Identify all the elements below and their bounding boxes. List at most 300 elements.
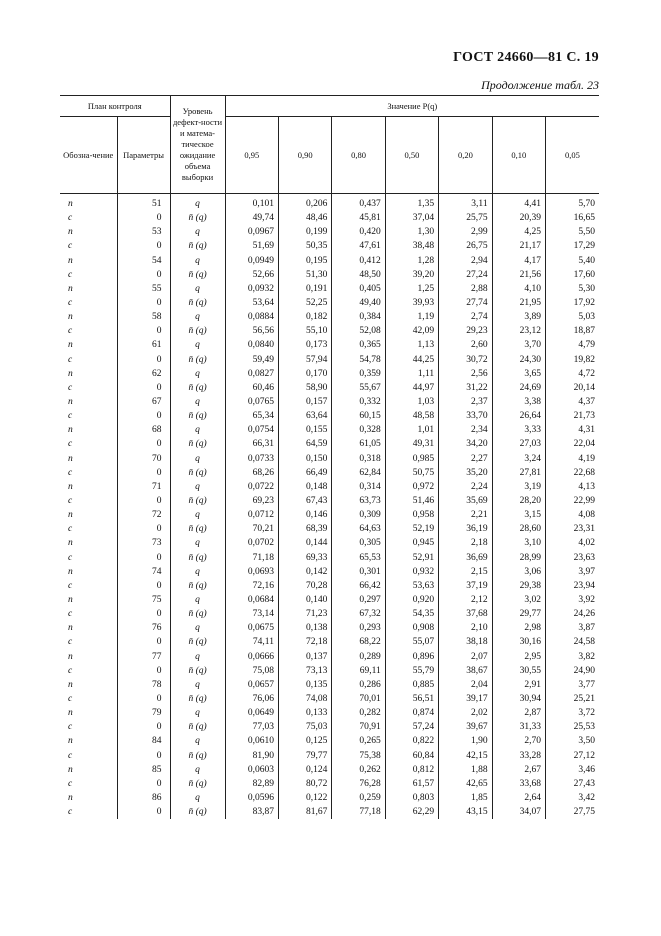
cell-value: 2,12 [439, 593, 492, 607]
cell-value: 25,21 [545, 692, 599, 706]
cell-symbol: n [68, 283, 73, 294]
cell-value: 47,61 [332, 239, 385, 253]
cell-value: 26,64 [492, 409, 545, 423]
cell-value: 30,55 [492, 664, 545, 678]
cell-parameter: 58 [117, 310, 170, 324]
table-row [60, 310, 599, 324]
cell-value: 31,33 [492, 720, 545, 734]
cell-value: 44,25 [385, 353, 438, 367]
cell-value: 73,13 [278, 664, 331, 678]
cell-value: 48,46 [278, 211, 331, 225]
cell-value: 37,04 [385, 211, 438, 225]
cell-value: 72,16 [225, 579, 278, 593]
cell-value: 39,20 [385, 268, 438, 282]
cell-value: 27,03 [492, 437, 545, 451]
cell-value: 72,18 [278, 635, 331, 649]
cell-value: 27,81 [492, 466, 545, 480]
cell-value: 54,35 [385, 607, 438, 621]
cell-value: 0,301 [332, 565, 385, 579]
cell-value: 4,72 [545, 367, 599, 381]
cell-value: 71,23 [278, 607, 331, 621]
table-row [60, 452, 599, 466]
cell-value: 35,69 [439, 494, 492, 508]
cell-symbol: n [68, 708, 73, 719]
cell-value: 57,94 [278, 353, 331, 367]
table-row [60, 239, 599, 253]
cell-value: 55,67 [332, 381, 385, 395]
cell-level: q [170, 452, 225, 466]
cell-value: 34,07 [492, 805, 545, 819]
cell-value: 29,23 [439, 324, 492, 338]
cell-value: 2,94 [439, 254, 492, 268]
cell-symbol: c [68, 326, 73, 337]
cell-level: n̄ (q) [170, 296, 225, 310]
cell-value: 50,75 [385, 466, 438, 480]
table-row [60, 763, 599, 777]
cell-value: 33,28 [492, 748, 545, 762]
cell-parameter: 0 [117, 494, 170, 508]
header-defect-level: Уровень дефект-ности и матема-тическое ожидание объема выборки [170, 96, 225, 194]
cell-level: q [170, 423, 225, 437]
cell-value: 0,0684 [225, 593, 278, 607]
cell-value: 64,63 [332, 522, 385, 536]
cell-value: 0,135 [278, 678, 331, 692]
cell-level: q [170, 225, 225, 239]
cell-value: 52,25 [278, 296, 331, 310]
table-row [60, 650, 599, 664]
cell-symbol: c [68, 750, 73, 761]
cell-value: 0,262 [332, 763, 385, 777]
table-row [60, 579, 599, 593]
cell-value: 63,64 [278, 409, 331, 423]
cell-value: 5,30 [545, 282, 599, 296]
cell-value: 3,06 [492, 565, 545, 579]
cell-value: 0,874 [385, 706, 438, 720]
table-row [60, 621, 599, 635]
cell-value: 0,305 [332, 536, 385, 550]
cell-level: n̄ (q) [170, 268, 225, 282]
cell-value: 70,21 [225, 522, 278, 536]
table-row [60, 551, 599, 565]
cell-value: 21,73 [545, 409, 599, 423]
cell-symbol: n [68, 651, 73, 662]
cell-symbol: c [68, 241, 73, 252]
cell-value: 22,99 [545, 494, 599, 508]
cell-value: 70,91 [332, 720, 385, 734]
cell-parameter: 0 [117, 777, 170, 791]
cell-value: 76,06 [225, 692, 278, 706]
cell-parameter: 0 [117, 579, 170, 593]
cell-value: 1,85 [439, 791, 492, 805]
cell-value: 24,90 [545, 664, 599, 678]
cell-value: 2,21 [439, 508, 492, 522]
cell-value: 33,68 [492, 777, 545, 791]
cell-level: q [170, 621, 225, 635]
cell-symbol: c [68, 382, 73, 393]
cell-value: 0,420 [332, 225, 385, 239]
cell-value: 1,11 [385, 367, 438, 381]
cell-value: 27,75 [545, 805, 599, 819]
cell-value: 0,146 [278, 508, 331, 522]
table-row [60, 494, 599, 508]
cell-symbol: c [68, 722, 73, 733]
cell-level: q [170, 480, 225, 494]
cell-value: 20,14 [545, 381, 599, 395]
cell-value: 48,58 [385, 409, 438, 423]
cell-value: 0,0967 [225, 225, 278, 239]
cell-value: 66,49 [278, 466, 331, 480]
table-row [60, 664, 599, 678]
cell-level: q [170, 367, 225, 381]
table-row [60, 805, 599, 819]
cell-parameter: 84 [117, 734, 170, 748]
cell-value: 51,46 [385, 494, 438, 508]
cell-value: 2,18 [439, 536, 492, 550]
header-probability-value: Значение P(q) [225, 96, 599, 117]
cell-value: 2,27 [439, 452, 492, 466]
cell-value: 0,206 [278, 194, 331, 212]
cell-value: 56,51 [385, 692, 438, 706]
cell-value: 65,53 [332, 551, 385, 565]
cell-parameter: 0 [117, 239, 170, 253]
cell-parameter: 0 [117, 268, 170, 282]
cell-level: q [170, 254, 225, 268]
cell-value: 0,309 [332, 508, 385, 522]
cell-value: 45,81 [332, 211, 385, 225]
cell-parameter: 75 [117, 593, 170, 607]
cell-value: 3,46 [545, 763, 599, 777]
table-row [60, 409, 599, 423]
cell-value: 74,11 [225, 635, 278, 649]
cell-level: q [170, 706, 225, 720]
cell-parameter: 54 [117, 254, 170, 268]
cell-value: 3,65 [492, 367, 545, 381]
cell-value: 0,155 [278, 423, 331, 437]
cell-value: 2,87 [492, 706, 545, 720]
cell-parameter: 86 [117, 791, 170, 805]
cell-value: 25,53 [545, 720, 599, 734]
cell-value: 1,30 [385, 225, 438, 239]
cell-value: 0,0949 [225, 254, 278, 268]
cell-level: q [170, 734, 225, 748]
table-row [60, 593, 599, 607]
cell-value: 56,56 [225, 324, 278, 338]
cell-value: 35,20 [439, 466, 492, 480]
cell-value: 67,43 [278, 494, 331, 508]
cell-value: 2,91 [492, 678, 545, 692]
table-row [60, 508, 599, 522]
cell-symbol: n [68, 764, 73, 775]
table-row [60, 381, 599, 395]
cell-value: 0,144 [278, 536, 331, 550]
cell-value: 24,58 [545, 635, 599, 649]
cell-value: 0,282 [332, 706, 385, 720]
table-row [60, 565, 599, 579]
cell-value: 5,70 [545, 194, 599, 212]
cell-value: 0,365 [332, 338, 385, 352]
cell-value: 49,40 [332, 296, 385, 310]
cell-parameter: 0 [117, 607, 170, 621]
probability-table [60, 95, 599, 819]
cell-level: n̄ (q) [170, 777, 225, 791]
cell-value: 0,125 [278, 734, 331, 748]
cell-value: 50,35 [278, 239, 331, 253]
cell-value: 0,101 [225, 194, 278, 212]
cell-symbol: c [68, 354, 73, 365]
cell-parameter: 79 [117, 706, 170, 720]
cell-value: 30,16 [492, 635, 545, 649]
cell-parameter: 78 [117, 678, 170, 692]
header-parameters: Параметры [117, 117, 170, 194]
cell-value: 83,87 [225, 805, 278, 819]
cell-value: 4,19 [545, 452, 599, 466]
cell-value: 2,07 [439, 650, 492, 664]
cell-value: 27,74 [439, 296, 492, 310]
cell-parameter: 0 [117, 664, 170, 678]
cell-value: 0,259 [332, 791, 385, 805]
cell-value: 3,50 [545, 734, 599, 748]
cell-value: 3,19 [492, 480, 545, 494]
cell-value: 48,50 [332, 268, 385, 282]
cell-value: 3,87 [545, 621, 599, 635]
cell-value: 65,34 [225, 409, 278, 423]
cell-value: 3,89 [492, 310, 545, 324]
cell-value: 0,0840 [225, 338, 278, 352]
cell-level: q [170, 395, 225, 409]
header-prob-3: 0,50 [385, 117, 438, 194]
cell-value: 53,64 [225, 296, 278, 310]
cell-value: 57,24 [385, 720, 438, 734]
table-row [60, 211, 599, 225]
cell-value: 3,97 [545, 565, 599, 579]
table-body [60, 194, 599, 820]
cell-symbol: n [68, 199, 73, 210]
cell-value: 0,0884 [225, 310, 278, 324]
table-row [60, 734, 599, 748]
cell-symbol: n [68, 510, 73, 521]
cell-value: 1,13 [385, 338, 438, 352]
cell-value: 68,22 [332, 635, 385, 649]
table-row [60, 777, 599, 791]
cell-value: 17,60 [545, 268, 599, 282]
cell-value: 80,72 [278, 777, 331, 791]
cell-value: 2,95 [492, 650, 545, 664]
cell-value: 4,08 [545, 508, 599, 522]
cell-value: 24,26 [545, 607, 599, 621]
table-row [60, 423, 599, 437]
table-row [60, 225, 599, 239]
cell-value: 3,70 [492, 338, 545, 352]
cell-value: 0,958 [385, 508, 438, 522]
cell-level: n̄ (q) [170, 324, 225, 338]
cell-value: 52,19 [385, 522, 438, 536]
cell-level: q [170, 338, 225, 352]
cell-value: 1,01 [385, 423, 438, 437]
cell-value: 70,28 [278, 579, 331, 593]
cell-value: 21,95 [492, 296, 545, 310]
cell-value: 0,412 [332, 254, 385, 268]
cell-parameter: 53 [117, 225, 170, 239]
cell-value: 0,359 [332, 367, 385, 381]
cell-value: 0,195 [278, 254, 331, 268]
cell-value: 0,0827 [225, 367, 278, 381]
cell-parameter: 0 [117, 381, 170, 395]
cell-value: 3,92 [545, 593, 599, 607]
cell-value: 4,13 [545, 480, 599, 494]
cell-value: 42,15 [439, 748, 492, 762]
cell-parameter: 62 [117, 367, 170, 381]
cell-value: 30,72 [439, 353, 492, 367]
cell-value: 28,99 [492, 551, 545, 565]
cell-value: 0,437 [332, 194, 385, 212]
cell-value: 22,04 [545, 437, 599, 451]
cell-value: 0,191 [278, 282, 331, 296]
cell-value: 75,08 [225, 664, 278, 678]
cell-value: 0,0596 [225, 791, 278, 805]
cell-symbol: n [68, 481, 73, 492]
cell-value: 38,18 [439, 635, 492, 649]
cell-value: 37,68 [439, 607, 492, 621]
cell-level: n̄ (q) [170, 607, 225, 621]
cell-value: 66,31 [225, 437, 278, 451]
cell-value: 0,812 [385, 763, 438, 777]
cell-value: 2,74 [439, 310, 492, 324]
cell-value: 33,70 [439, 409, 492, 423]
cell-value: 0,199 [278, 225, 331, 239]
cell-value: 1,25 [385, 282, 438, 296]
header-symbol: Обозна-чение [60, 117, 117, 194]
cell-value: 23,94 [545, 579, 599, 593]
cell-value: 75,38 [332, 748, 385, 762]
cell-level: q [170, 508, 225, 522]
cell-value: 52,66 [225, 268, 278, 282]
cell-value: 5,40 [545, 254, 599, 268]
cell-level: n̄ (q) [170, 692, 225, 706]
cell-symbol: c [68, 439, 73, 450]
cell-value: 3,10 [492, 536, 545, 550]
cell-value: 0,148 [278, 480, 331, 494]
cell-value: 0,122 [278, 791, 331, 805]
cell-value: 0,157 [278, 395, 331, 409]
cell-parameter: 76 [117, 621, 170, 635]
cell-value: 55,07 [385, 635, 438, 649]
cell-value: 0,124 [278, 763, 331, 777]
cell-value: 28,60 [492, 522, 545, 536]
cell-value: 0,170 [278, 367, 331, 381]
cell-value: 2,64 [492, 791, 545, 805]
table-row [60, 282, 599, 296]
cell-symbol: c [68, 807, 73, 818]
cell-level: n̄ (q) [170, 579, 225, 593]
cell-value: 3,82 [545, 650, 599, 664]
cell-level: n̄ (q) [170, 211, 225, 225]
header-prob-4: 0,20 [439, 117, 492, 194]
header-prob-2: 0,80 [332, 117, 385, 194]
cell-value: 62,29 [385, 805, 438, 819]
cell-symbol: n [68, 595, 73, 605]
cell-value: 21,56 [492, 268, 545, 282]
cell-value: 0,0932 [225, 282, 278, 296]
cell-value: 58,90 [278, 381, 331, 395]
cell-value: 69,23 [225, 494, 278, 508]
cell-value: 31,22 [439, 381, 492, 395]
cell-parameter: 0 [117, 353, 170, 367]
cell-value: 42,65 [439, 777, 492, 791]
cell-value: 0,972 [385, 480, 438, 494]
cell-value: 34,20 [439, 437, 492, 451]
table-row [60, 720, 599, 734]
cell-value: 63,73 [332, 494, 385, 508]
cell-value: 4,37 [545, 395, 599, 409]
table-row [60, 296, 599, 310]
table-row [60, 353, 599, 367]
cell-value: 42,09 [385, 324, 438, 338]
cell-value: 1,88 [439, 763, 492, 777]
cell-value: 73,14 [225, 607, 278, 621]
cell-value: 17,92 [545, 296, 599, 310]
table-row [60, 791, 599, 805]
cell-value: 0,985 [385, 452, 438, 466]
cell-parameter: 0 [117, 720, 170, 734]
cell-value: 0,314 [332, 480, 385, 494]
cell-value: 39,93 [385, 296, 438, 310]
cell-value: 0,405 [332, 282, 385, 296]
table-row [60, 367, 599, 381]
cell-value: 60,84 [385, 748, 438, 762]
cell-value: 0,885 [385, 678, 438, 692]
cell-value: 2,04 [439, 678, 492, 692]
cell-value: 3,42 [545, 791, 599, 805]
cell-value: 0,297 [332, 593, 385, 607]
cell-level: n̄ (q) [170, 437, 225, 451]
cell-value: 0,0657 [225, 678, 278, 692]
cell-value: 30,94 [492, 692, 545, 706]
cell-value: 53,63 [385, 579, 438, 593]
cell-value: 51,69 [225, 239, 278, 253]
cell-value: 20,39 [492, 211, 545, 225]
cell-symbol: c [68, 496, 73, 507]
cell-value: 4,31 [545, 423, 599, 437]
cell-value: 69,33 [278, 551, 331, 565]
cell-level: n̄ (q) [170, 664, 225, 678]
cell-value: 55,79 [385, 664, 438, 678]
cell-value: 2,56 [439, 367, 492, 381]
cell-symbol: c [68, 609, 73, 620]
cell-value: 54,78 [332, 353, 385, 367]
cell-value: 76,28 [332, 777, 385, 791]
cell-parameter: 73 [117, 536, 170, 550]
cell-level: n̄ (q) [170, 720, 225, 734]
cell-symbol: c [68, 467, 73, 478]
cell-symbol: c [68, 778, 73, 789]
header-prob-6: 0,05 [545, 117, 599, 194]
table-row [60, 635, 599, 649]
cell-value: 0,328 [332, 423, 385, 437]
cell-value: 52,91 [385, 551, 438, 565]
cell-symbol: n [68, 679, 73, 690]
cell-value: 67,32 [332, 607, 385, 621]
cell-level: q [170, 310, 225, 324]
cell-parameter: 0 [117, 466, 170, 480]
cell-value: 60,46 [225, 381, 278, 395]
cell-value: 28,20 [492, 494, 545, 508]
table-row [60, 194, 599, 212]
cell-value: 2,37 [439, 395, 492, 409]
cell-parameter: 61 [117, 338, 170, 352]
cell-value: 0,0733 [225, 452, 278, 466]
cell-value: 23,12 [492, 324, 545, 338]
cell-value: 38,48 [385, 239, 438, 253]
